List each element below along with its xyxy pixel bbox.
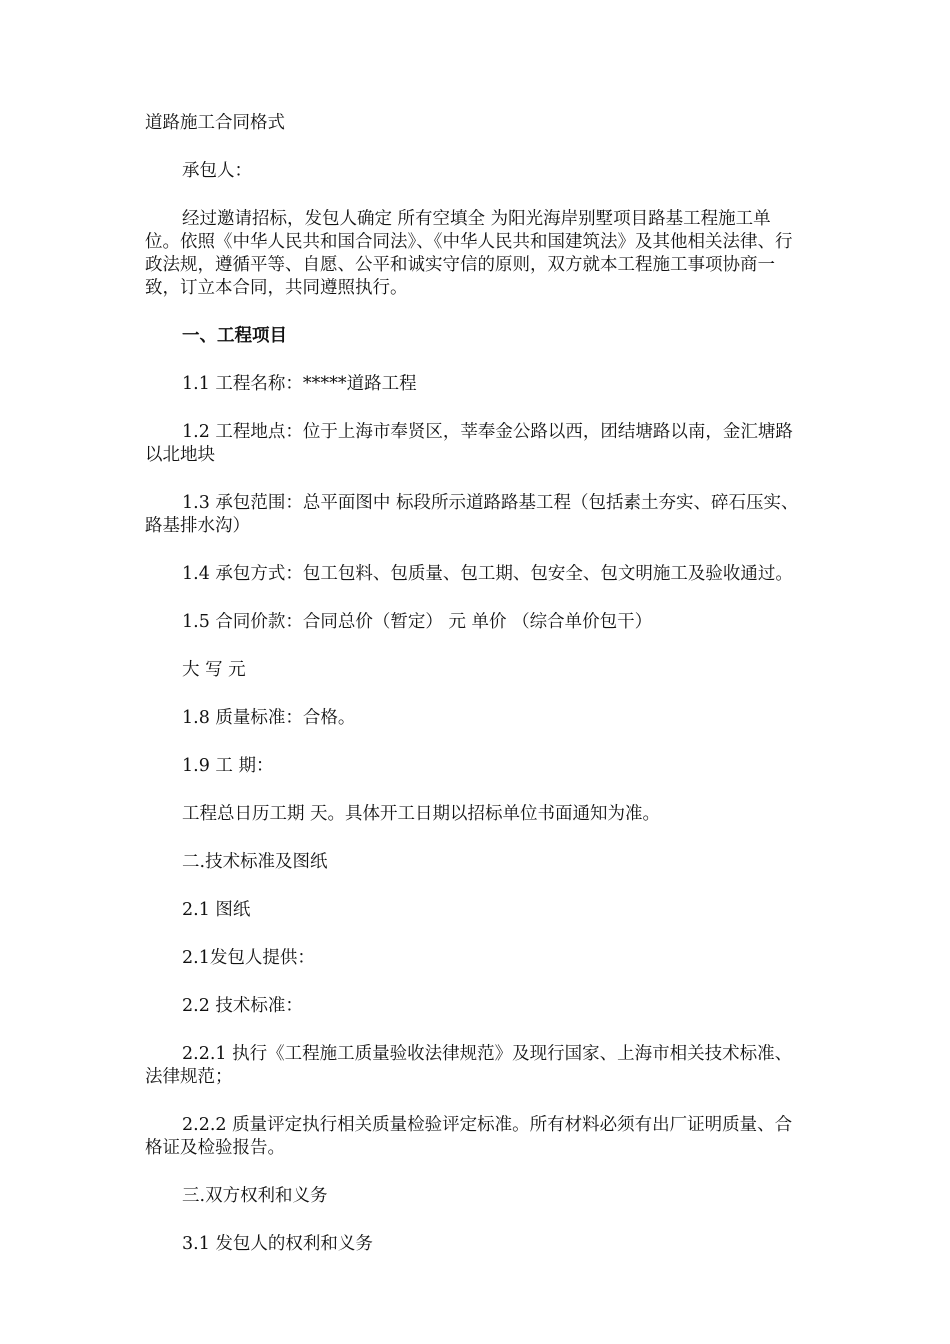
- clause-2-2-2: 2.2.2 质量评定执行相关质量检验评定标准。所有材料必须有出厂证明质量、合格证及检验报告。: [145, 1115, 793, 1158]
- clause-3-1: 3.1 发包人的权利和义务: [182, 1234, 373, 1254]
- section-heading-project: 一、工程项目: [182, 326, 287, 346]
- duration-text: 工程总日历工期 天。具体开工日期以招标单位书面通知为准。: [182, 804, 661, 824]
- clause-2-1: 2.1 图纸: [182, 900, 251, 920]
- contractor-line: 承包人：: [182, 161, 252, 181]
- clause-1-2: 1.2 工程地点：位于上海市奉贤区，莘奉金公路以西，团结塘路以南，金汇塘路以北地块: [145, 422, 793, 465]
- clause-2-2: 2.2 技术标准：: [182, 996, 303, 1016]
- amount-in-words: 大 写 元: [182, 660, 246, 680]
- section-heading-standards: 二.技术标准及图纸: [182, 852, 328, 872]
- clause-1-9: 1.9 工 期：: [182, 756, 274, 776]
- clause-2-1-provider: 2.1发包人提供：: [182, 948, 315, 968]
- document-title: 道路施工合同格式: [145, 113, 285, 133]
- clause-1-5: 1.5 合同价款：合同总价（暂定） 元 单价 （综合单价包干）: [182, 612, 653, 632]
- clause-1-4: 1.4 承包方式：包工包料、包质量、包工期、包安全、包文明施工及验收通过。: [182, 564, 793, 584]
- clause-1-8: 1.8 质量标准：合格。: [182, 708, 356, 728]
- clause-1-1: 1.1 工程名称：*****道路工程: [182, 374, 417, 394]
- intro-paragraph: 经过邀请招标，发包人确定 所有空填全 为阳光海岸别墅项目路基工程施工单位。依照《中华人民共和国合同法》、《中华人民共和国建筑法》及其他相关法律、行政法规，遵循平等、自愿、公平和诚实守信的原则，双方就本工程施工事项协商一致，订立本合同，共同遵照执行。: [145, 209, 793, 298]
- clause-2-2-1: 2.2.1 执行《工程施工质量验收法律规范》及现行国家、上海市相关技术标准、法律规范；: [145, 1044, 793, 1087]
- section-heading-rights: 三.双方权利和义务: [182, 1186, 328, 1206]
- document-body: [145, 112, 805, 1256]
- clause-1-3: 1.3 承包范围：总平面图中 标段所示道路路基工程（包括素土夯实、碎石压实、路基排水沟）: [145, 493, 799, 536]
